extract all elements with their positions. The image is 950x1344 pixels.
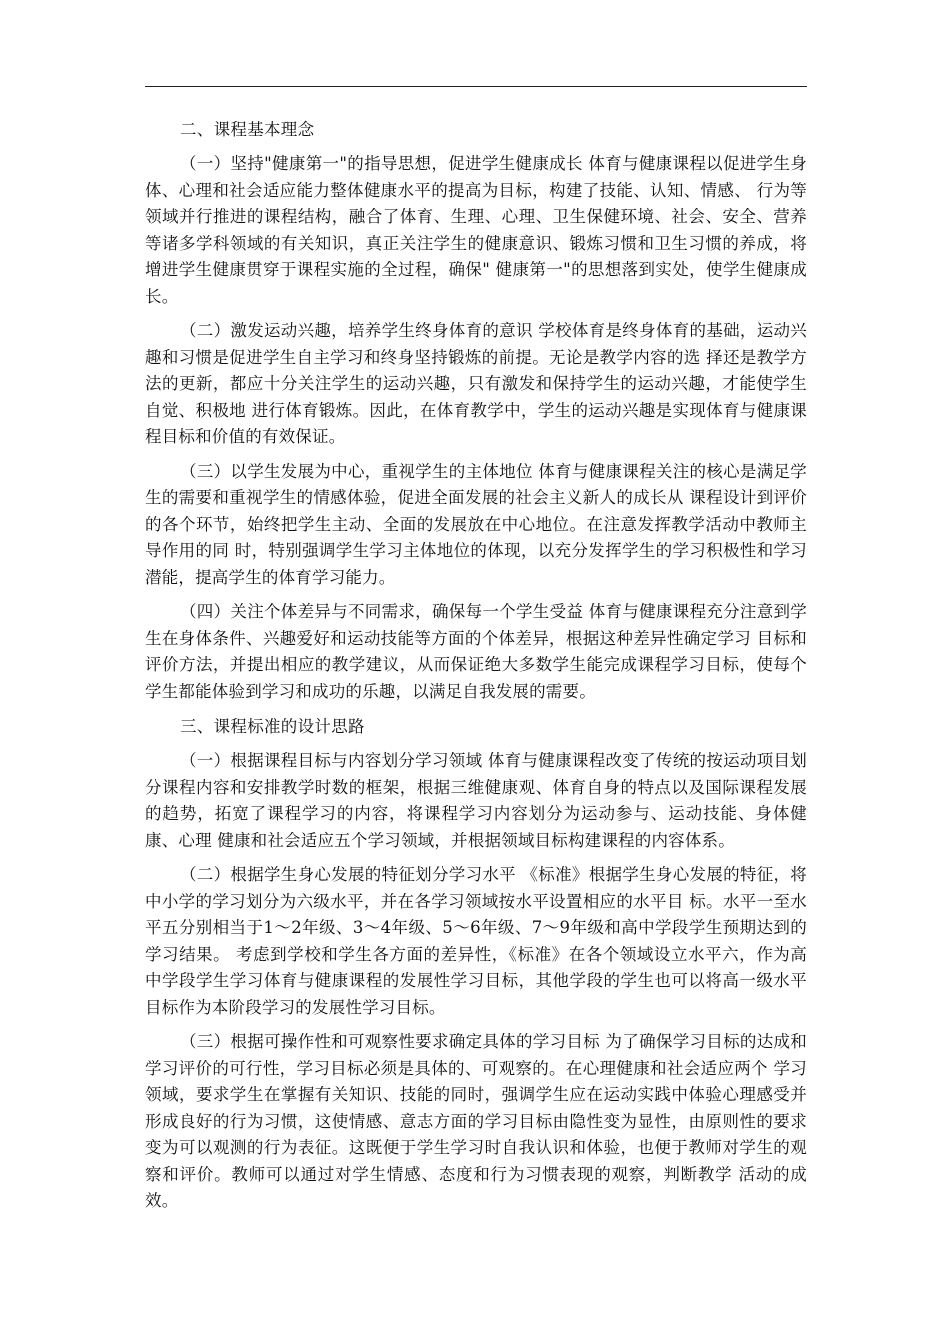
- paragraph-learning-domains: （一）根据课程目标与内容划分学习领域 体育与健康课程改变了传统的按运动项目划分课程内容和安排教学时数的框架，根据三维健康观、体育自身的特点以及国际课程发展的趋势，拓宽了课程学习的内容，将课程学习内容划分为运动参与、运动技能、身体健康、心理 健康和社会适应五个学习领域，并根据领域目标构建课程的内容体系。: [145, 751, 807, 850]
- document-page: [145, 0, 807, 1344]
- paragraph-individual-differences: （四）关注个体差异与不同需求，确保每一个学生受益 体育与健康课程充分注意到学生在身体条件、兴趣爱好和运动技能等方面的个体差异，根据这种差异性确定学习 目标和评价方法，并提出相应的教学建议，从而保证绝大多数学生能完成课程学习目标，使每个学生都能体验到学习和成功的乐趣，以满足自我发展的需要。: [145, 602, 807, 701]
- section-heading-basic-concepts: 二、课程基本理念: [180, 120, 315, 139]
- paragraph-learning-levels: （二）根据学生身心发展的特征划分学习水平 《标准》根据学生身心发展的特征，将中小学的学习划分为六级水平，并在各学习领域按水平设置相应的水平目 标。水平一至水平五分别相当于1～2年级、3～4年级、5～6年级、7～9年级和高中学段学生预期达到的学习结果。 考虑到学校和学生各方面的差异性，《标准》在各个领域设立水平六，作为高中学段学生学习体育与健康课程的发展性学习目标，其他学段的学生也可以将高一级水平目标作为本阶段学习的发展性学习目标。: [145, 865, 807, 1017]
- paragraph-student-centered: （三）以学生发展为中心，重视学生的主体地位 体育与健康课程关注的核心是满足学生的需要和重视学生的情感体验，促进全面发展的社会主义新人的成长从 课程设计到评价的各个环节，始终把学生主动、全面的发展放在中心地位。在注意发挥教学活动中教师主导作用的同 时，特别强调学生学习主体地位的体现，以充分发挥学生的学习积极性和学习潜能，提高学生的体育学习能力。: [145, 461, 807, 587]
- paragraph-health-first: （一）坚持"健康第一"的指导思想，促进学生健康成长 体育与健康课程以促进学生身体、心理和社会适应能力整体健康水平的提高为目标，构建了技能、认知、情感、 行为等领域并行推进的课程结构，融合了体育、生理、心理、卫生保健环境、社会、安全、营养等诸多学科领域的有关知识，真正关注学生的健康意识、锻炼习惯和卫生习惯的养成，将增进学生健康贯穿于课程实施的全过程，确保" 健康第一"的思想落到实处，使学生健康成长。: [145, 154, 807, 306]
- document-body: [145, 116, 807, 1223]
- header-rule: [145, 86, 807, 87]
- section-heading-design-ideas: 三、课程标准的设计思路: [180, 717, 365, 736]
- paragraph-sports-interest: （二）激发运动兴趣，培养学生终身体育的意识 学校体育是终身体育的基础，运动兴趣和习惯是促进学生自主学习和终身坚持锻炼的前提。无论是教学内容的选 择还是教学方法的更新，都应十分关注学生的运动兴趣，只有激发和保持学生的运动兴趣，才能使学生自觉、积极地 进行体育锻炼。因此，在体育教学中，学生的运动兴趣是实现体育与健康课程目标和价值的有效保证。: [145, 321, 807, 446]
- paragraph-specific-goals: （三）根据可操作性和可观察性要求确定具体的学习目标 为了确保学习目标的达成和学习评价的可行性，学习目标必须是具体的、可观察的。在心理健康和社会适应两个 学习领域，要求学生在掌握有关知识、技能的同时，强调学生应在运动实践中体验心理感受并形成良好的行为习惯，这使情感、意志方面的学习目标由隐性变为显性，由原则性的要求变为可以观测的行为表征。这既便于学生学习时自我认识和体验，也便于教师对学生的观察和评价。教师可以通过对学生情感、态度和行为习惯表现的观察，判断教学 活动的成效。: [145, 1032, 807, 1210]
